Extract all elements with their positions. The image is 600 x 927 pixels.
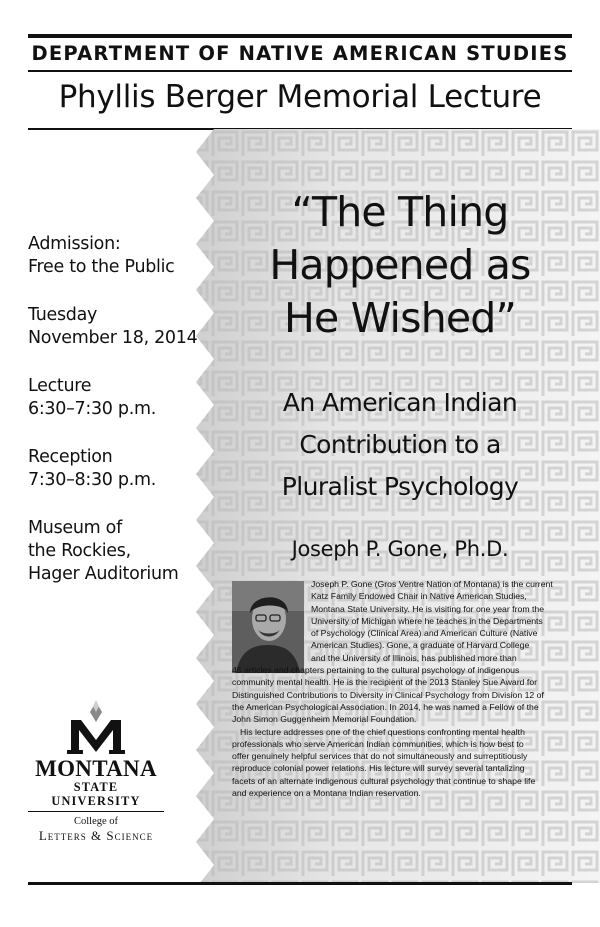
mountain-m-logo-icon xyxy=(61,700,131,756)
reception-time-info: Reception 7:30–8:30 p.m. xyxy=(28,447,156,490)
abstract-line: reproduce colonial power relations. His lecture will survey several tantalizing xyxy=(232,763,525,774)
lecture-subtitle: An American Indian Contribution to a Pluralist Psychology xyxy=(281,388,519,501)
bio-line: Joseph P. Gone (Gros Ventre Nation of Montana) is the current xyxy=(311,579,553,589)
logo-college-prefix: College of xyxy=(73,816,119,827)
bottom-rule xyxy=(28,882,572,885)
bio-line: Montana State University. He is visiting for one year from the xyxy=(311,603,545,614)
bio-line: American Studies). Gone, a graduate of Harvard College xyxy=(311,640,530,651)
abstract-line: offer genuinely helpful services that do not simultaneously and surreptitiously xyxy=(232,751,528,762)
abstract-line: and experience on a Montana Indian reservation. xyxy=(232,788,421,799)
bio-line: the American Psychological Association. In 2014, he was named a Fellow of the xyxy=(232,701,539,712)
bio-line: community mental health. He is the recipient of the 2013 Stanley Sue Award for xyxy=(232,677,538,688)
abstract-line: professionals who serve American Indian communities, which is how best to xyxy=(232,738,524,749)
event-details xyxy=(28,233,208,611)
speaker-name: Joseph P. Gone, Ph.D. xyxy=(291,537,509,561)
logo-montana: MONTANA xyxy=(35,756,157,781)
msu-logo xyxy=(26,700,166,843)
lecture-series-title: Phyllis Berger Memorial Lecture xyxy=(58,79,542,115)
top-rule-thin xyxy=(28,70,572,72)
lecture-title: “The Thing Happened as He Wished” xyxy=(269,188,531,342)
bio-line: University of Michigan where he teaches in the Departments xyxy=(311,615,543,626)
date-info: Tuesday November 18, 2014 xyxy=(28,305,198,348)
bio-line: John Simon Guggenheim Memorial Foundation. xyxy=(232,714,417,725)
venue-info: Museum of the Rockies, Hager Auditorium xyxy=(28,518,179,584)
bio-line: 45 articles and chapters pertaining to the cultural psychology of indigenous xyxy=(232,665,520,676)
bio-line: of Psychology (Clinical Area) and American Culture (Native xyxy=(311,628,538,639)
abstract-line: His lecture addresses one of the chief questions confronting mental health xyxy=(240,726,525,737)
bio-line: and the University of Illinois, has published more than xyxy=(311,652,517,663)
abstract-line: facets of an alternate indigenous cultural psychology that continue to shape life xyxy=(232,775,536,786)
bio-line: Katz Family Endowed Chair in Native American Studies, xyxy=(311,591,527,602)
department-heading: DEPARTMENT OF NATIVE AMERICAN STUDIES xyxy=(31,42,569,65)
admission-info: Admission: Free to the Public xyxy=(28,234,175,277)
lecture-time-info: Lecture 6:30–7:30 p.m. xyxy=(28,376,156,419)
logo-college-name: Letters & Science xyxy=(38,828,154,843)
bio-line: Distinguished Contributions to Diversity in Clinical Psychology from Division 12 of xyxy=(232,689,544,700)
logo-state-university: STATE UNIVERSITY xyxy=(28,780,164,812)
top-rule-thick xyxy=(28,34,572,38)
speaker-bio xyxy=(232,578,580,799)
